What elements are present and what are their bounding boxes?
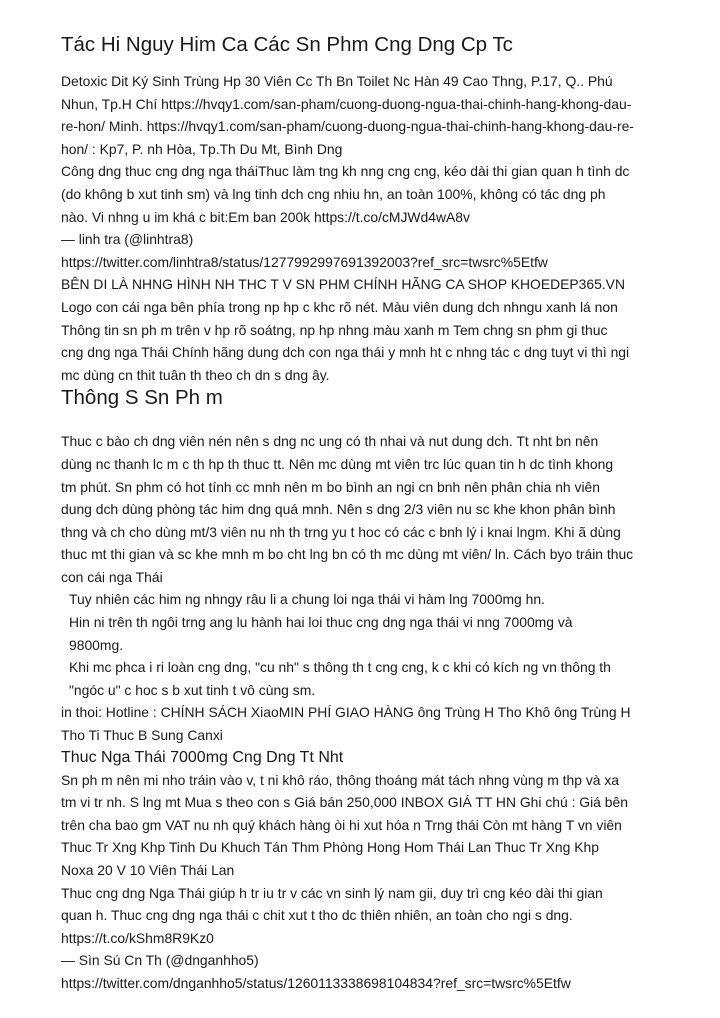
text-line: Hin ni trên th ngôi trng ang lu hành hai loi thuc cng dng nga thái vi nng 7000mg và (69, 614, 573, 631)
section-body (61, 769, 661, 995)
section-heading: Thông S Sn Ph m (61, 386, 223, 410)
text-line: dùng nc thanh lc m c th hp th thuc tt. Nên mc dùng mt viên trc lúc quan tin h dc tình khong (61, 455, 614, 472)
document-title: Tác Hi Nguy Him Ca Các Sn Phm Cng Dng Cp Tc (61, 33, 513, 56)
text-line: Nhun, Tp.H Chí https://hvqy1.com/san-pham/cuong-duong-ngua-thai-chinh-hang-khong-dau- (61, 95, 632, 112)
text-line: mc dùng cn thit tuân th theo ch dn s dng ây. (61, 366, 330, 383)
text-line: https://t.co/kShm8R9Kz0 (61, 929, 214, 946)
text-line: Công dng thuc cng dng nga tháiThuc làm tng kh nng cng cng, kéo dài thi gian quan h tình dc (61, 163, 630, 180)
text-line: "ngóc u" c hoc s b xut tinh t vô cùng sm. (69, 681, 316, 698)
text-line: — linh tra (@linhtra8) (61, 231, 194, 248)
text-line: Thuc c bào ch dng viên nén nên s dng nc ung có th nhai và nut dung dch. Tt nht bn nên (61, 433, 599, 450)
text-line: Noxa 20 V 10 Viên Thái Lan (61, 862, 235, 878)
text-line: hon/ : Kp7, P. nh Hòa, Tp.Th Du Mt, Bình Dng (61, 140, 343, 157)
text-line: trên cha bao gm VAT nu nh quý khách hàng òi hi xut hóa n Trng thái Còn mt hàng T vn viên (61, 816, 622, 833)
text-line: — Sìn Sú Cn Th (@dnganhho5) (61, 952, 259, 969)
text-line: Thông tin sn ph m trên v hp rõ soátng, np hp nhng màu xanh m Tem chng sn phm gi thuc (61, 321, 608, 338)
text-line: https://twitter.com/dnganhho5/status/1260113338698104834?ref_src=twsrc%5Etfw (61, 974, 571, 991)
text-line: Khi mc phca i ri loàn cng dng, "cu nh" s thông th t cng cng, k c khi có kích ng vn thông th (69, 659, 611, 676)
text-line: Thuc cng dng Nga Thái giúp h tr iu tr v các vn sinh lý nam gii, duy trì cng kéo dài thi gian (61, 884, 603, 901)
text-line: thuc mt thi gian và sc khe mnh m bo cht lng bn có th mc dùng mt viên/ ln. Cách byo tráin thuc (61, 546, 634, 563)
text-line: Sn ph m nên mi nho tráin vào v, t ni khô ráo, thông thoáng mát tách nhng vùng m thp và xa (61, 771, 620, 788)
text-line: Detoxic Dit Ký Sinh Trùng Hp 30 Viên Cc Th Bn Toilet Nc Hàn 49 Cao Thng, P.17, Q.. Phú (61, 73, 613, 89)
text-line: quan h. Thuc cng dng nga thái c chit xut t tho dc thiên nhiên, an toàn cho ngi s dng. (61, 907, 573, 924)
text-line: tm vi tr nh. S lng mt Mua s theo con s Giá bán 250,000 INBOX GIÁ TT HN Ghi chú : Giá bên (61, 794, 628, 811)
text-line: Thuc Tr Xng Khp Tinh Du Khuch Tán Thm Phòng Hong Hom Thái Lan Thuc Tr Xng Khp (61, 839, 599, 856)
text-line: nào. Vi nhng u im khá c bit:Em ban 200k https://t.co/cMJWd4wA8v (61, 208, 470, 225)
text-line: cng dng nga Thái Chính hãng dung dch con nga thái y mnh ht c nhng tác c dng tuyt vi thì ngi (61, 344, 630, 361)
text-line: dung dch dùng phòng tác him dng quá mnh. Nên s dng 2/3 viên nu sc khe khon phân bình (61, 501, 616, 518)
text-line: in thoi: Hotline : CHÍNH SÁCH XiaoMIN PHÍ GIAO HÀNG ông Trùng H Tho Khô ông Trùng H (61, 704, 631, 721)
text-line: (do không b xut tinh sm) và lng tinh dch cng nhiu hn, an toàn 100%, không có tác dng ph (61, 185, 606, 202)
text-line: con cái nga Thái (61, 568, 163, 585)
section-body (61, 430, 661, 746)
text-line: re-hon/ Minh. https://hvqy1.com/san-pham/cuong-duong-ngua-thai-chinh-hang-khong-dau-re- (61, 118, 634, 135)
text-line: Tuy nhiên các him ng nhngy râu li a chung loi nga thái vi hàm lng 7000mg hn. (69, 591, 545, 608)
text-line: 9800mg. (69, 636, 124, 653)
text-line: tm phút. Sn phm có hot tính cc mnh nên m bo bình an ngi cn bnh nên phân chia nh viên (61, 478, 601, 495)
text-line: https://twitter.com/linhtra8/status/1277992997691392003?ref_src=twsrc%5Etfw (61, 253, 548, 270)
text-line: thng và ch cho dùng mt/3 viên nu nh th trng yu t hoc có các c bnh lý i knai lngm. Khi ã dùng (61, 523, 621, 540)
text-line: Logo con cái nga bên phía trong np hp c khc rõ nét. Màu viên dung dch nhngu xanh lá non (61, 298, 618, 315)
document-page (61, 0, 661, 995)
intro-paragraph (61, 70, 661, 386)
section-subheading: Thuc Nga Thái 7000mg Cng Dng Tt Nht (61, 748, 344, 766)
text-line: BÊN DI LÀ NHNG HÌNH NH THC T V SN PHM CHÍNH HÃNG CA SHOP KHOEDEP365.VN (61, 276, 625, 293)
text-line: Tho Ti Thuc B Sung Canxi (61, 727, 223, 744)
